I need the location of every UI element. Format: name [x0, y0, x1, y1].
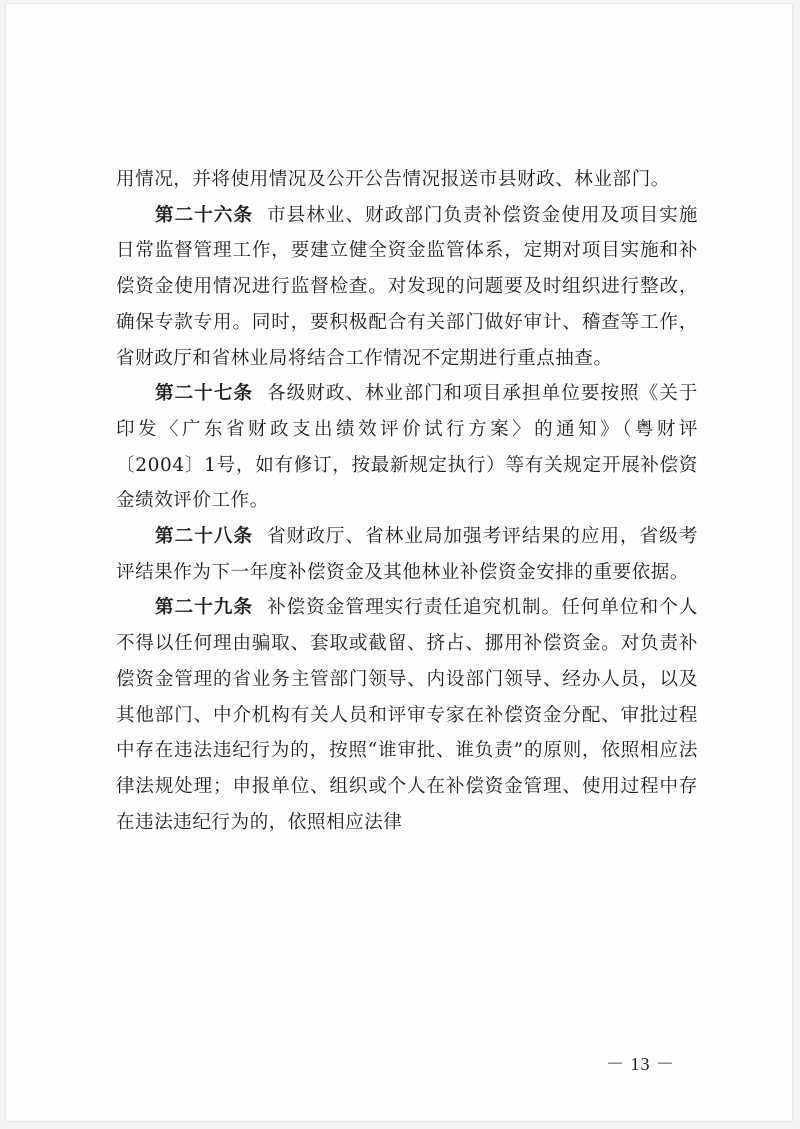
article-number: 第二十八条 — [155, 526, 254, 548]
article-text: 市县林业、财政部门负责补偿资金使用及项目实施日常监督管理工作，要建立健全资金监管体系，定期对项目实施和补偿资金使用情况进行监督检查。对发现的问题要及时组织进行整改，确保专款专用。同时，要积极配合有关部门做好审计、稽查等工作，省财政厅和省林业局将结合工作情况不定期进行重点抽查。 — [116, 204, 698, 369]
article-28 — [116, 519, 698, 590]
article-text: 省财政厅、省林业局加强考评结果的应用，省级考评结果作为下一年度补偿资金及其他林业补偿资金安排的重要依据。 — [116, 526, 698, 583]
article-text: 各级财政、林业部门和项目承担单位要按照《关于印发〈广东省财政支出绩效评价试行方案〉的通知》（粤财评〔2004〕1号，如有修订，按最新规定执行）等有关规定开展补偿资金绩效评价工作。 — [116, 383, 698, 512]
document-page — [6, 4, 792, 1121]
page-number: － 13 － — [606, 1054, 675, 1074]
paragraph-text: 用情况，并将使用情况及公开公告情况报送市县财政、林业部门。 — [116, 169, 670, 190]
body-text — [116, 162, 698, 840]
article-number: 第二十七条 — [155, 383, 254, 405]
article-29 — [116, 590, 698, 840]
article-number: 第二十九条 — [155, 597, 254, 619]
paragraph-continuation — [116, 162, 698, 198]
article-26 — [116, 198, 698, 377]
article-27 — [116, 376, 698, 519]
article-text: 补偿资金管理实行责任追究机制。任何单位和个人不得以任何理由骗取、套取或截留、挤占、挪用补偿资金。对负责补偿资金管理的省业务主管部门领导、内设部门领导、经办人员，以及其他部门、中介机构有关人员和评审专家在补偿资金分配、审批过程中存在违法违纪行为的，按照“谁审批、谁负责”的原则，依照相应法律法规处理；申报单位、组织或个人在补偿资金管理、使用过程中存在违法违纪行为的，依照相应法律 — [116, 597, 698, 833]
article-number: 第二十六条 — [155, 204, 254, 226]
